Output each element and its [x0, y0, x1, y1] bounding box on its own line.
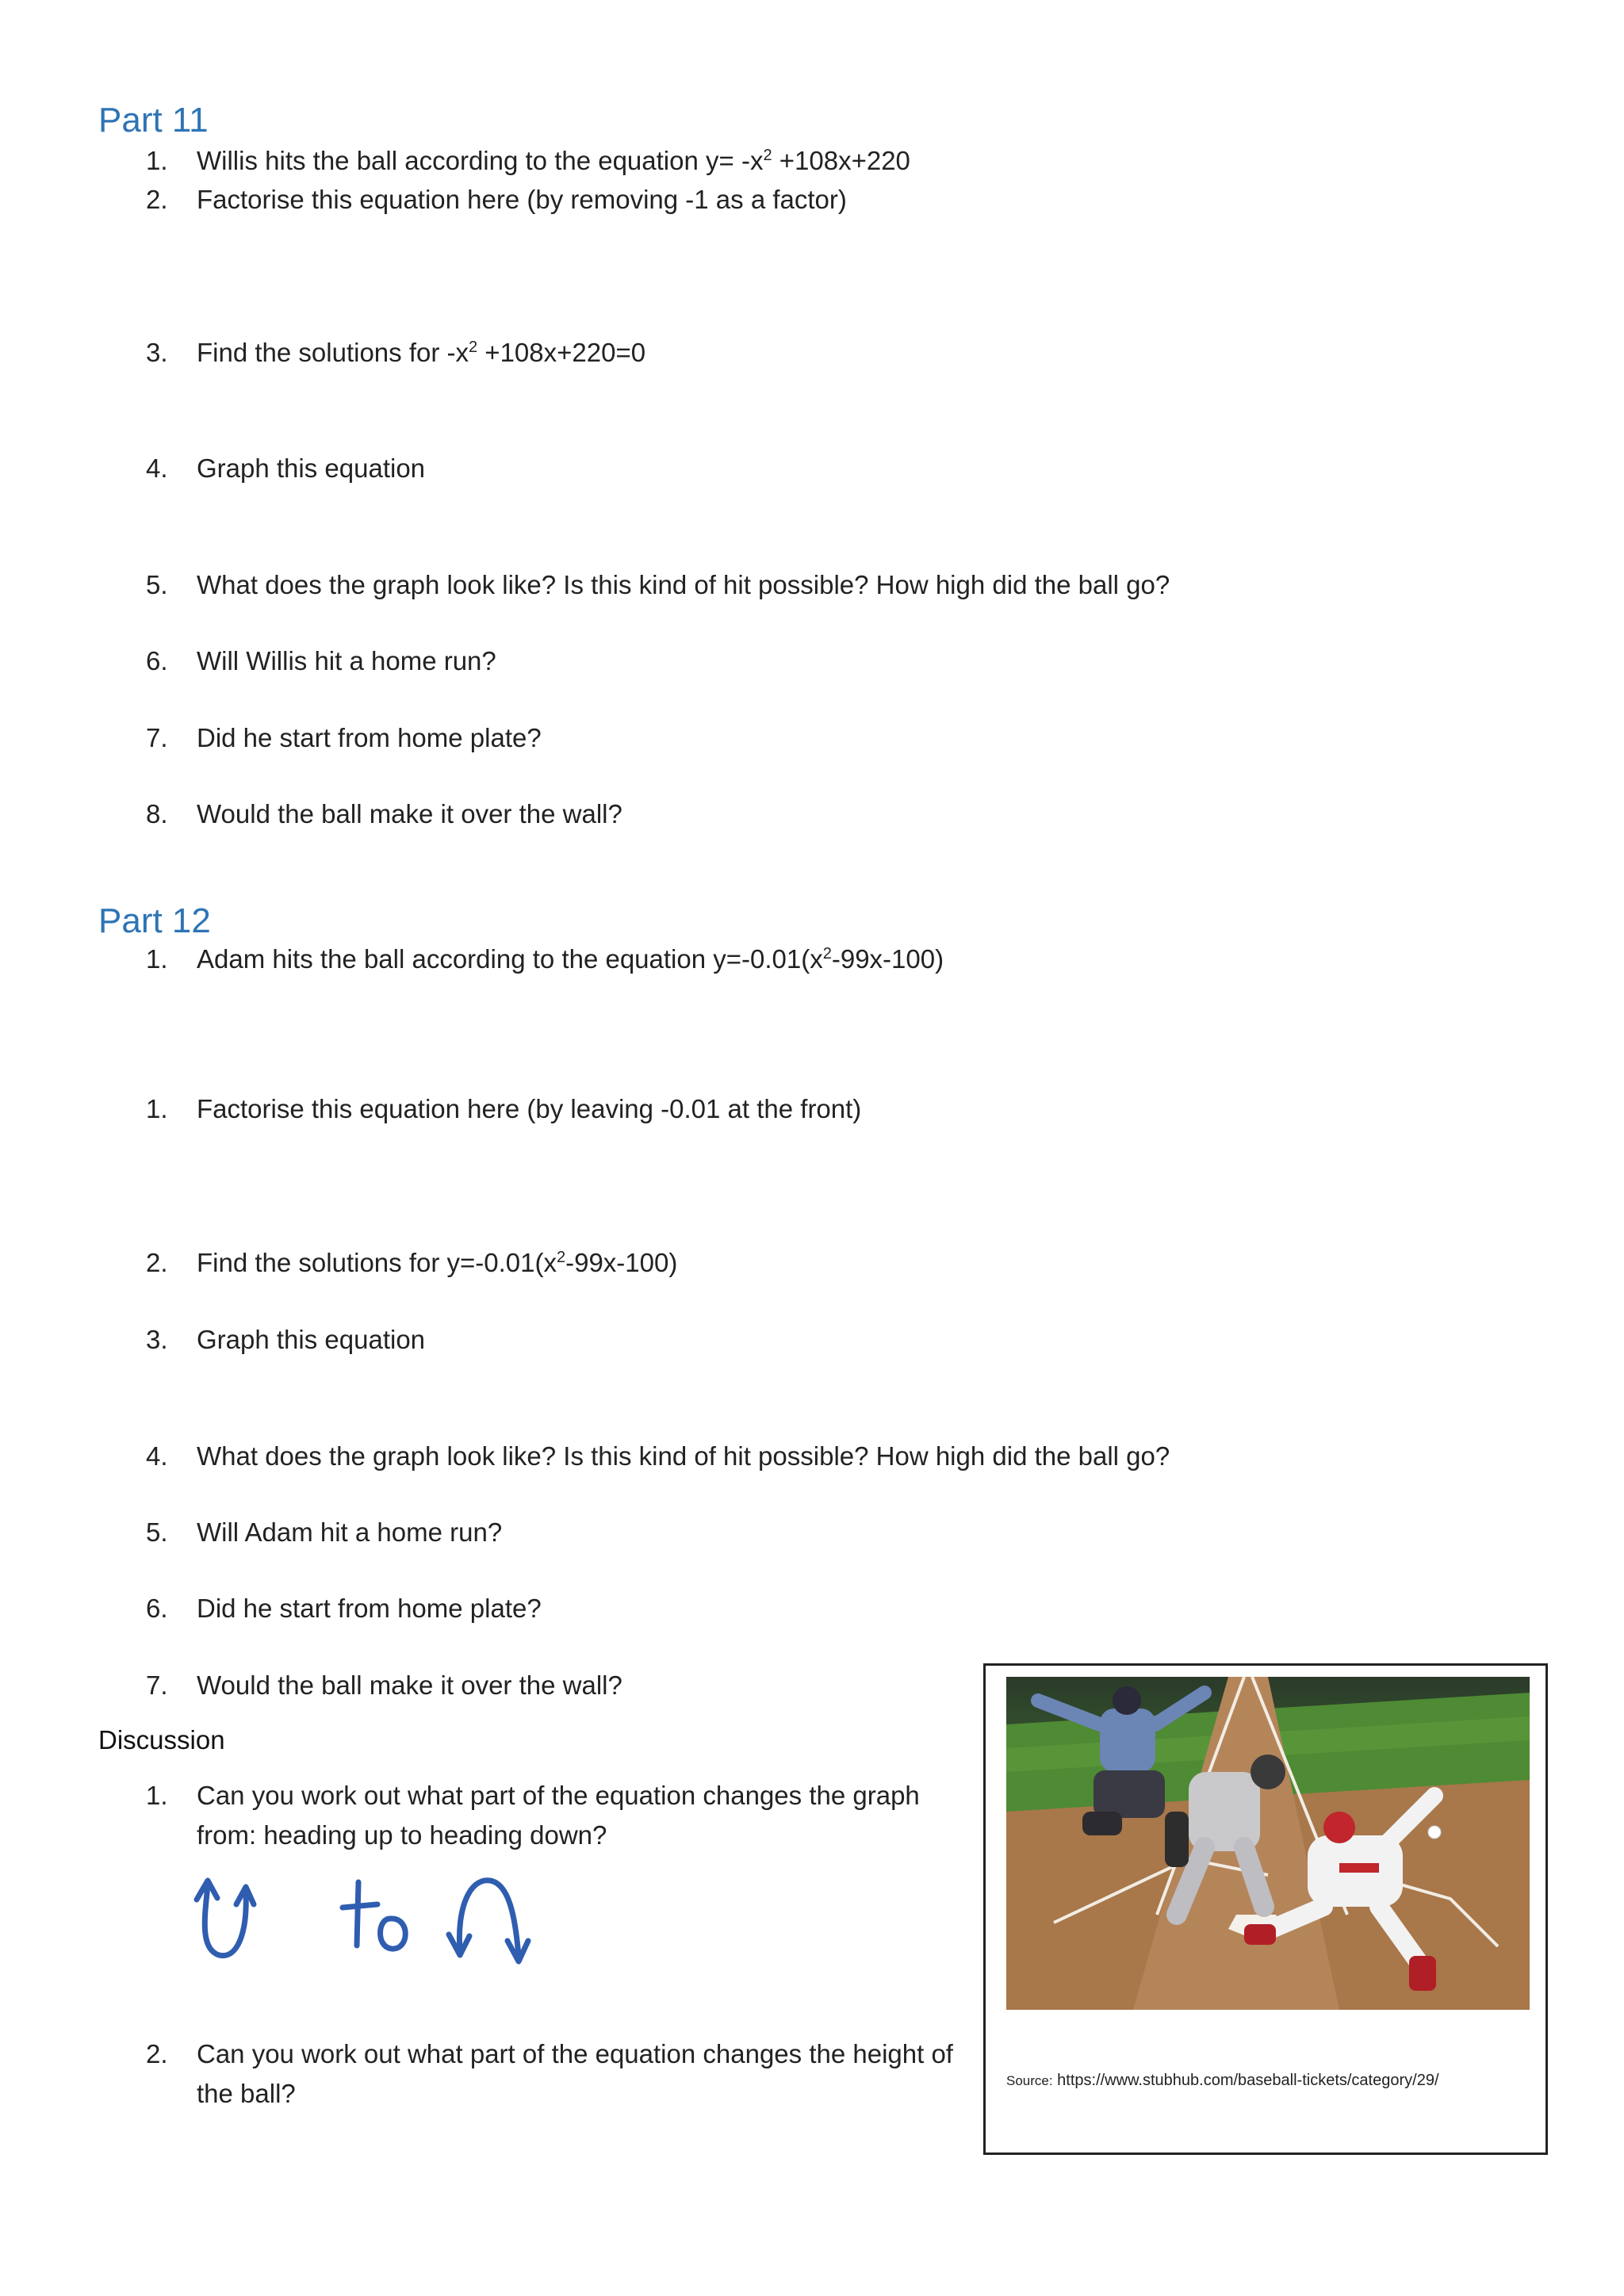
item-text: Adam hits the ball according to the equation $y=-0.01(x^2-99x-100)$	[197, 944, 944, 974]
item-number: 8.	[146, 799, 168, 828]
item-text: Factorise this equation here (by leaving -0.01 at the front)	[197, 1094, 862, 1123]
item-number: 4.	[146, 453, 168, 483]
item-number: 3.	[146, 338, 168, 367]
baseball-photo	[1006, 1677, 1530, 2010]
item-number: 2.	[146, 185, 168, 214]
item-text: Find the solutions for $y=-0.01(x^2-99x-100)$	[197, 1248, 678, 1277]
item-text: What does the graph look like? Is this kind of hit possible? How high did the ball go?	[197, 1441, 1170, 1471]
item-text: Can you work out what part of the equation changes the graph from: heading up to heading down?	[197, 1781, 920, 1850]
item-text: Graph this equation	[197, 1325, 426, 1354]
item-number: 1.	[146, 1094, 168, 1123]
item-number: 5.	[146, 570, 168, 599]
handwritten-annotation	[190, 1862, 555, 1976]
item-number: 2.	[146, 1248, 168, 1277]
item-number: 5.	[146, 1517, 168, 1547]
part11-heading: Part 11	[98, 101, 209, 140]
item-number: 6.	[146, 1594, 168, 1623]
item-text: Willis hits the ball according to the equation $y= -x^2 +108x+220$	[197, 146, 910, 175]
item-text: Will Adam hit a home run?	[197, 1517, 503, 1547]
item-text: Can you work out what part of the equation changes the height of the ball?	[197, 2039, 953, 2108]
item-text: Did he start from home plate?	[197, 1594, 542, 1623]
item-number: 7.	[146, 1670, 168, 1700]
letter-t-icon	[343, 1882, 377, 1946]
part12-heading: Part 12	[98, 901, 211, 940]
item-text: Would the ball make it over the wall?	[197, 1670, 622, 1700]
item-text: Will Willis hit a home run?	[197, 646, 496, 675]
item-number: 3.	[146, 1325, 168, 1354]
source-label: Source:	[1006, 2073, 1053, 2088]
item-number: 7.	[146, 723, 168, 752]
discussion-heading: Discussion	[98, 1725, 225, 1755]
item-text: Would the ball make it over the wall?	[197, 799, 622, 828]
item-text: Did he start from home plate?	[197, 723, 542, 752]
baseball-icon	[1428, 1826, 1441, 1839]
figure-box	[983, 1663, 1548, 2155]
source-url: https://www.stubhub.com/baseball-tickets/category/29/	[1057, 2072, 1439, 2089]
item-number: 1.	[146, 146, 168, 175]
baseball-scene-illustration	[1006, 1677, 1530, 2010]
item-text: Factorise this equation here (by removing -1 as a factor)	[197, 185, 847, 214]
item-number: 1.	[146, 944, 168, 974]
item-number: 6.	[146, 646, 168, 675]
letter-o-icon	[381, 1919, 406, 1949]
item-text: Find the solutions for $-x^2 +108x+220=0$	[197, 338, 646, 367]
item-number: 2.	[146, 2039, 168, 2068]
image-source	[1006, 2072, 1439, 2090]
item-number: 1.	[146, 1781, 168, 1810]
item-text: What does the graph look like? Is this kind of hit possible? How high did the ball go?	[197, 570, 1170, 599]
item-number: 4.	[146, 1441, 168, 1471]
item-text: Graph this equation	[197, 453, 426, 483]
handwriting-drawing	[190, 1862, 555, 1973]
